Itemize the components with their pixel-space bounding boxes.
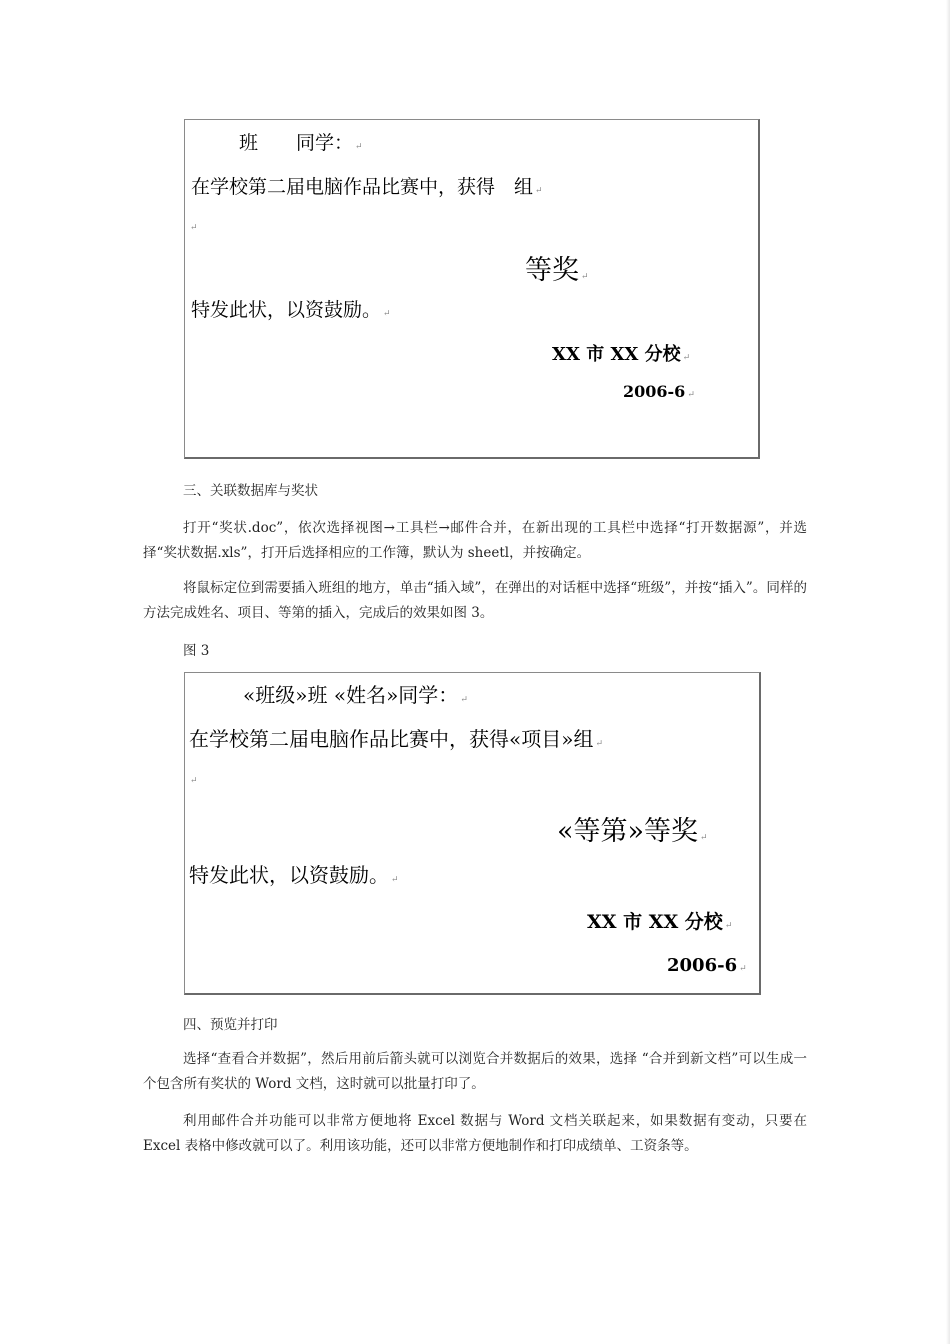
paragraph-mark-icon: ↵ <box>190 223 198 233</box>
certificate-template-image <box>184 119 760 459</box>
certificate-date-line: 2006-6 ↵ <box>623 382 695 401</box>
certificate-empty-line <box>188 773 198 786</box>
paragraph-mark-icon: ↵ <box>724 921 733 931</box>
certificate-school-line: XX 市 XX 分校 ↵ <box>552 344 691 365</box>
section-heading: 四、预览并打印 <box>183 1017 278 1033</box>
body-paragraph: 利用邮件合并功能可以非常方便地将 Excel 数据与 Word 文档关联起来，如果数据有变动，只要在 Excel 表格中修改就可以了。利用该功能，还可以非常方便地制作和打印成绩单、工资条等。 <box>143 1113 807 1154</box>
body-paragraph: 将鼠标定位到需要插入班组的地方，单击“插入域”，在弹出的对话框中选择“班级”，并按“插入”。同样的方法完成姓名、项目、等第的插入，完成后的效果如图 3。 <box>143 580 807 621</box>
certificate-merged-image <box>184 672 761 995</box>
paragraph-mark-icon: ↵ <box>190 776 198 786</box>
certificate-date-line: 2006-6 ↵ <box>667 955 747 976</box>
body-paragraph: 选择“查看合并数据”，然后用前后箭头就可以浏览合并数据后的效果，选择 “合并到新文档”可以生成一个包含所有奖状的 Word 文档，这时就可以批量打印了。 <box>143 1051 807 1092</box>
paragraph-mark-icon: ↵ <box>595 739 604 749</box>
figure-caption: 图 3 <box>183 643 210 659</box>
paragraph-mark-icon: ↵ <box>383 309 391 319</box>
paragraph-mark-icon: ↵ <box>739 964 747 974</box>
page-edge <box>946 0 950 1344</box>
paragraph-mark-icon: ↵ <box>355 142 363 152</box>
certificate-contest-line: 在学校第二届电脑作品比赛中，获得«项目»组 ↵ <box>189 727 604 751</box>
section-heading: 三、关联数据库与奖状 <box>183 483 318 499</box>
paragraph-mark-icon: ↵ <box>700 833 708 843</box>
certificate-greeting-line: «班级»班 «姓名»同学： ↵ <box>243 683 468 707</box>
body-paragraph: 打开“奖状.doc”，依次选择视图→工具栏→邮件合并，在新出现的工具栏中选择“打开数据源”，并选择“奖状数据.xls”，打开后选择相应的工作簿，默认为 sheetl，并按确定。 <box>143 520 807 561</box>
certificate-encouragement-line: 特发此状，以资鼓励。 ↵ <box>191 299 391 321</box>
paragraph-mark-icon: ↵ <box>682 353 691 363</box>
certificate-empty-line <box>188 220 198 233</box>
paragraph-mark-icon: ↵ <box>687 390 695 400</box>
certificate-award-line: «等第»等奖 ↵ <box>557 816 708 847</box>
paragraph-mark-icon: ↵ <box>460 695 468 705</box>
certificate-award-line: 等奖 ↵ <box>525 255 589 286</box>
certificate-contest-line: 在学校第二届电脑作品比赛中，获得 组 ↵ <box>191 176 543 198</box>
certificate-school-line: XX 市 XX 分校 ↵ <box>587 911 733 933</box>
paragraph-mark-icon: ↵ <box>535 186 543 196</box>
certificate-encouragement-line: 特发此状，以资鼓励。 ↵ <box>189 863 399 887</box>
paragraph-mark-icon: ↵ <box>581 272 589 282</box>
certificate-greeting-line: 班 同学： ↵ <box>239 132 363 154</box>
paragraph-mark-icon: ↵ <box>391 875 399 885</box>
